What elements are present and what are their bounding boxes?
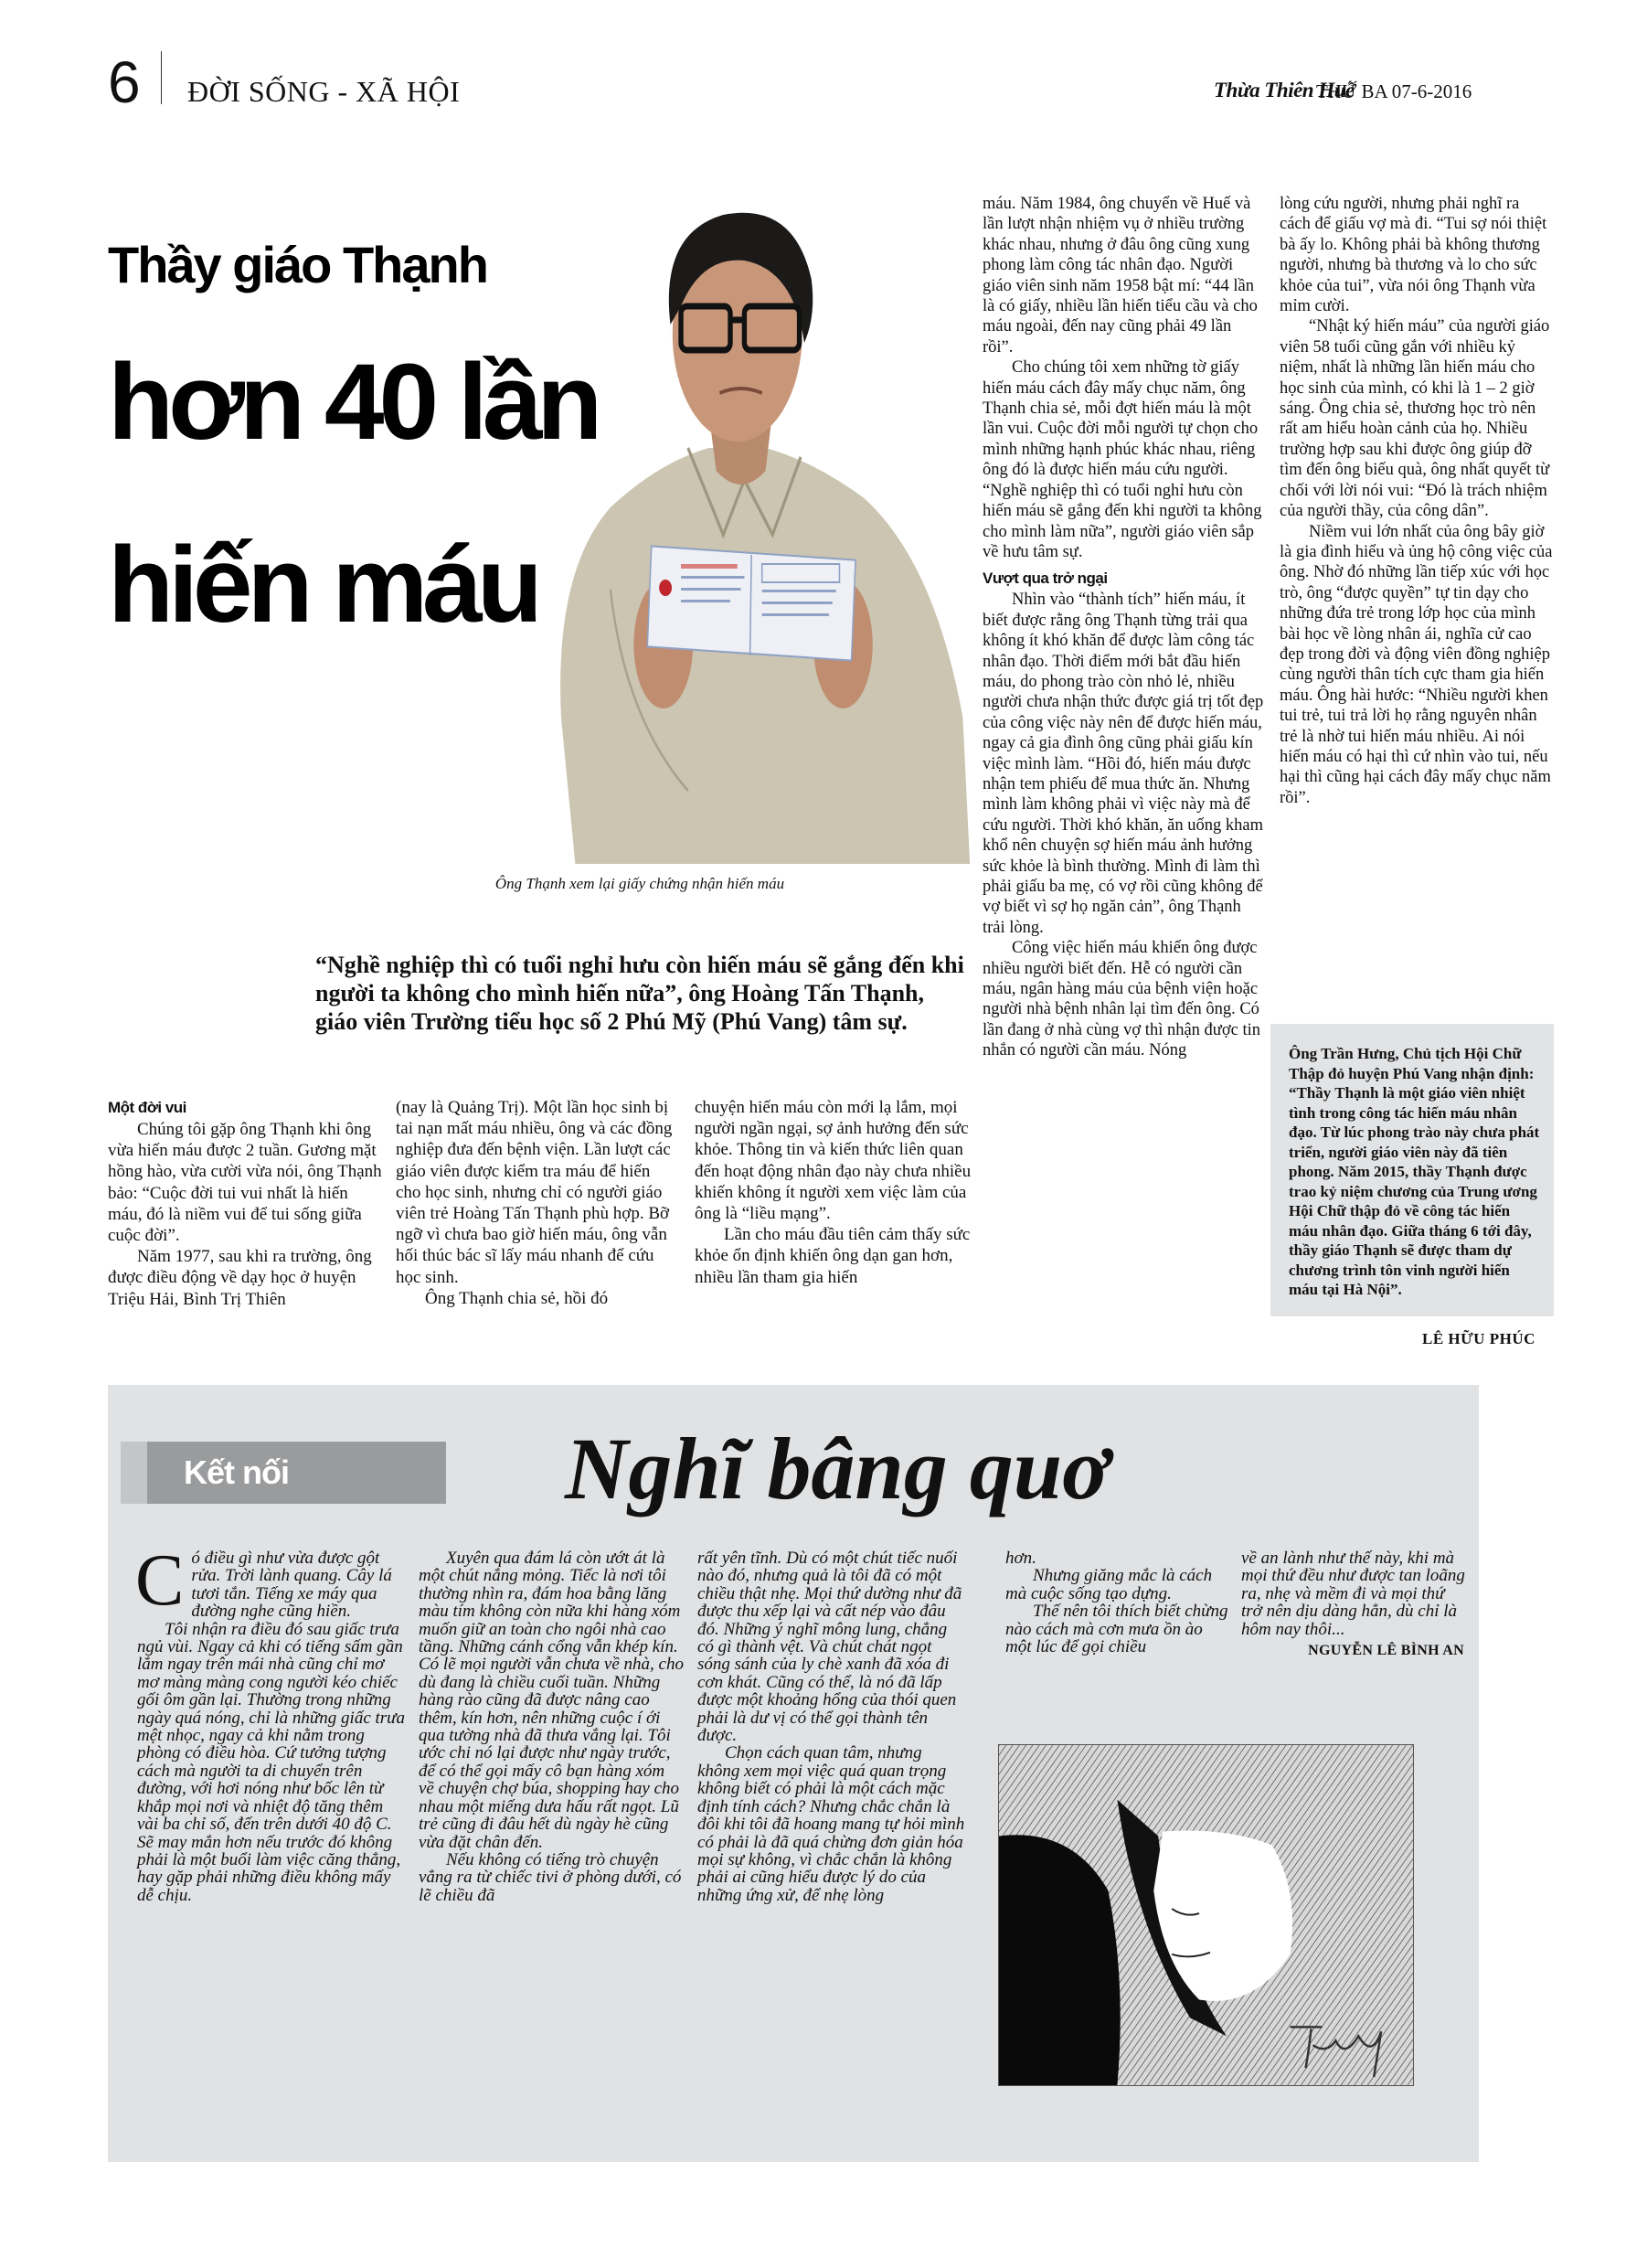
paragraph: chuyện hiến máu còn mới lạ lắm, mọi người ngần ngại, sợ ảnh hưởng đến sức khỏe. Thông tin và kiến thức liên quan đến hoạt động nhân đạo này chưa nhiều khiến không ít người xem việc làm của ông là “liều mạng”. [695, 1098, 972, 1224]
paragraph: Chọn cách quan tâm, nhưng không xem mọi việc quá quan trọng không biết có phải là một cách mặc định tính cách? Nhưng chắc chắn là đôi khi tôi đã hoang mang tự hỏi mình có phải là đã quá chừng đơn giản hóa mọi sự không, vì chắc chắn là không phải ai cũng hiểu được lý do của những ứng xử, để nhẹ lòng [697, 1743, 965, 1905]
paragraph: Xuyên qua đám lá còn ướt át là một chút nắng mỏng. Tiếc là nơi tôi thường nhìn ra, đám hoa bằng lăng màu tím không còn nữa khi hàng xóm muốn giữ an toàn cho ngôi nhà cao tầng. Những cánh cổng vẫn khép kín. Có lẽ mọi người vẫn chưa về nhà, cho dù đang là chiều cuối tuần. Những hàng rào cũng đã được nâng cao thêm, kín hơn, nên những cuộc í ới qua tường nhà đã thưa vắng lại. Tôi ước chi nó lại được như ngày trước, để có thể gọi mấy cô bạn hàng xóm về chuyện chợ búa, shopping hay cho nhau một miếng dưa hấu rất ngọt. Lũ trẻ cũng đi đâu hết dù ngày hè cũng vừa đặt chân đến. [419, 1549, 684, 1852]
paragraph: Nhưng giăng mắc là cách mà cuộc sống tạo dựng. [1005, 1566, 1213, 1603]
paragraph: Nếu không có tiếng trò chuyện vẳng ra từ chiếc tivi ở phòng dưới, có lẽ chiều đã [419, 1849, 682, 1905]
article-column-4 [983, 194, 1266, 1061]
article-column-3 [695, 1097, 978, 1288]
issue-date: THỨ BA 07-6-2016 [1316, 80, 1472, 102]
headline-line-1: Thầy giáo Thạnh [108, 236, 487, 293]
paragraph: Cho chúng tôi xem những tờ giấy hiến máu cách đây mấy chục năm, ông Thạnh chia sẻ, mỗi đợt hiến máu là một lần vui. Cuộc đời mỗi người tự chọn cho mình những hạnh phúc khác nhau, riêng ông đó là được hiến máu cứu người. “Nghề nghiệp thì có tuổi nghỉ hưu còn hiến máu sẽ gắng đến khi người ta không cho mình làm nữa”, người giáo viên sắp về hưu tâm sự. [983, 358, 1262, 561]
page-number: 6 [108, 49, 141, 115]
paragraph: Có điều gì như vừa được gột rửa. Trời lành quang. Cây lá tươi tắn. Tiếng xe máy qua đường nghe cũng hiền. [135, 1540, 392, 1622]
paragraph: Lần cho máu đầu tiên cảm thấy sức khỏe ổn định khiến ông dạn gan hơn, nhiều lần tham gia hiến [695, 1225, 971, 1287]
column-byline: NGUYỄN LÊ BÌNH AN [1308, 1643, 1464, 1659]
article-byline: LÊ HỮU PHÚC [1422, 1330, 1535, 1347]
paragraph: Công việc hiến máu khiến ông được nhiều người biết đến. Hễ có người cần máu, ngân hàng máu của bệnh viện hoặc người nhà bệnh nhân lại tìm đến ông. Có lần đang ở nhà cùng vợ thì nhận được tin nhắn có người cần máu. Nóng [983, 939, 1260, 1060]
header-divider [161, 51, 162, 104]
paragraph: Năm 1977, sau khi ra trường, ông được điều động về dạy học ở huyện Triệu Hải, Bình Trị Thiên [108, 1247, 372, 1309]
paragraph: về an lành như thế này, khi mà mọi thứ đều như được tan loãng ra, nhẹ và mềm đi và mọi thứ trở nên dịu dàng hẳn, dù chỉ là hôm nay thôi... [1241, 1549, 1465, 1639]
article-lead: “Nghề nghiệp thì có tuổi nghỉ hưu còn hiến máu sẽ gắng đến khi người ta không cho mình hiến nữa”, ông Hoàng Tấn Thạnh, giáo viên Trường tiểu học số 2 Phú Mỹ (Phú Vang) tâm sự. [315, 952, 964, 1035]
paragraph: Ông Thạnh chia sẻ, hồi đó [425, 1288, 609, 1308]
article-headline [108, 219, 598, 676]
subheading: Một đời vui [108, 1099, 186, 1116]
article-photo [512, 206, 973, 864]
headline-line-3: hiến máu [108, 525, 537, 645]
column-tag [121, 1442, 446, 1504]
photo-caption: Ông Thạnh xem lại giấy chứng nhận hiến máu [494, 875, 785, 892]
column-title: Nghĩ bâng quơ [565, 1420, 1110, 1517]
column-text-3 [697, 1549, 967, 1904]
article-column-5 [1280, 194, 1554, 808]
paragraph: hơn. [1005, 1549, 1036, 1568]
paragraph: Chúng tôi gặp ông Thạnh khi ông vừa hiến máu được 2 tuần. Gương mặt hồng hào, vừa cười vừa nói, ông Thạnh bảo: “Cuộc đời tui vui nhất là hiến máu, đó là niềm vui để tui sống giữa cuộc đời”. [108, 1120, 382, 1246]
paragraph: Niềm vui lớn nhất của ông bây giờ là gia đình hiểu và ủng hộ công việc của ông. Nhờ đó những lần tiếp xúc với học trò, ông “được quyền” tự tin dạy cho những đứa trẻ trong lớp học của mình bài học về lòng nhân ái, nghĩa cử cao đẹp trong đời và động viên đồng nghiệp cùng người thân tích cực tham gia hiến máu. Ông hài hước: “Nhiều người khen tui trẻ, tui trả lời họ rằng nguyên nhân trẻ là nhờ tui hiến máu nhiều. Ai nói hiến máu có hại thì cứ nhìn vào tui, nếu hại thì cũng hại cách đây mấy chục năm rồi”. [1280, 522, 1553, 807]
subheading: Vượt qua trở ngại [983, 570, 1108, 588]
column-illustration [998, 1744, 1414, 2086]
paragraph: “Nhật ký hiến máu” của người giáo viên 58 tuổi cũng gắn với nhiều kỷ niệm, nhất là những lần hiến máu cho học sinh của mình, có khi là 1 – 2 giờ sáng. Ông chia sẻ, thương học trò nên rất am hiểu hoàn cảnh của họ. Nhiều trường hợp sau khi được ông giúp đỡ tìm đến ông biếu quà, ông nhất quyết từ chối với lời nói vui: “Đó là trách nhiệm của người thầy, của công dân”. [1280, 317, 1550, 521]
quote-sidebar [1270, 1024, 1554, 1316]
paragraph: Tôi nhận ra điều đó sau giấc trưa ngủ vùi. Ngay cả khi có tiếng sấm gần lắm ngay trên mái nhà cũng chỉ mơ mơ màng màng cong người kéo chiếc gối ôm gần lại. Thường trong những ngày quá nóng, chỉ là những giấc trưa mệt nhọc, ngay cả khi nằm trong phòng có điều hòa. Cứ tưởng tượng cách mà người ta di chuyển trên đường, với hơi nóng như bốc lên từ khắp mọi nơi và nhiệt độ tăng thêm vài ba chỉ số, đến trên dưới 40 độ C. Sẽ may mắn hơn nếu trước đó không phải là một buổi làm việc căng thẳng, hay gặp phải những điều không mấy dễ chịu. [137, 1619, 406, 1905]
newspaper-masthead: Thừa Thiên Huế [1214, 79, 1355, 101]
blood-drop-icon [659, 580, 672, 596]
paragraph: Nhìn vào “thành tích” hiến máu, ít biết được rằng ông Thạnh từng trải qua không ít khó khăn để được làm công tác nhân đạo. Thời điểm mới bắt đầu hiến máu, do phong trào còn nhỏ lẻ, nhiều người chưa nhận thức được giá trị tốt đẹp của công việc này nên để được hiến máu, ngay cả gia đình ông cũng phải giấu kín việc mình làm. “Hồi đó, hiến máu được nhận tem phiếu để mua thức ăn. Nhưng mình làm không phải vì việc này mà để cứu người. Thời khó khăn, ăn uống kham khổ nên chuyện sợ hiến máu ảnh hưởng sức khỏe là bình thường. Mình đi làm thì phải giấu ba mẹ, có vợ rồi cũng không để vợ biết vì sợ họ ngăn cản”, ông Thạnh trải lòng. [983, 591, 1264, 937]
headline-line-2: hơn 40 lần [108, 342, 598, 463]
paragraph: Thế nên tôi thích biết chừng nào cách mà cơn mưa ồn ào một lúc để gọi chiều [1005, 1602, 1228, 1657]
column-text-1 [135, 1540, 407, 1905]
man-figure [560, 213, 970, 864]
paragraph: lòng cứu người, nhưng phải nghĩ ra cách để giấu vợ mà đi. “Tui sợ nói thiệt bà ấy lo. Không phải bà không thương người, nhưng bà thương và lo cho sức khỏe của tui”, vừa nói ông Thạnh vừa mỉm cười. [1280, 195, 1547, 316]
column-tag-label: Kết nối [184, 1453, 289, 1491]
column-text-2 [419, 1549, 684, 1904]
column-text-4 [1005, 1549, 1229, 1656]
article-column-2 [396, 1097, 679, 1309]
paragraph: rất yên tĩnh. Dù có một chút tiếc nuối nào đó, nhưng quả là tôi đã có một chiều thật nhẹ. Mọi thứ dường như đã được thu xếp lại và cất nép vào đâu đó. Những ý nghĩ mông lung, chẳng có gì thành vệt. Và chút chát ngọt sóng sánh của ly chè xanh đã xóa đi cơn khát. Cũng có thể, là nó đã lấp được một khoảng hổng của thói quen phải là dư vị có thể gọi thành tên được. [697, 1549, 962, 1746]
sidebar-text: Ông Trần Hưng, Chủ tịch Hội Chữ Thập đỏ huyện Phú Vang nhận định: “Thầy Thạnh là một giáo viên nhiệt tình trong công tác hiến máu nhân đạo. Từ lúc phong trào này chưa phát triển, người giáo viên này đã tiên phong. Năm 2015, thầy Thạnh được trao kỷ niệm chương của Trung ương Hội Chữ thập đỏ về công tác hiến máu nhân đạo. Giữa tháng 6 tới đây, thầy giáo Thạnh sẽ được tham dự chương trình tôn vinh người hiến máu tại Hà Nội”. [1289, 1045, 1540, 1298]
paragraph: (nay là Quảng Trị). Một lần học sinh bị tai nạn mất máu nhiều, ông và các đồng nghiệp đưa đến bệnh viện. Lần lượt các giáo viên được kiểm tra máu để hiến cho học sinh, nhưng chỉ có người giáo viên trẻ Hoàng Tấn Thạnh phù hợp. Bỡ ngỡ vì chưa bao giờ hiến máu, ông vẫn hối thúc bác sĩ lấy máu nhanh để cứu học sinh. [396, 1098, 673, 1287]
drop-cap: C [135, 1540, 185, 1621]
article-column-1 [108, 1097, 382, 1310]
column-text-5 [1241, 1549, 1470, 1660]
paragraph: máu. Năm 1984, ông chuyển về Huế và lần lượt nhận nhiệm vụ ở nhiều trường khác nhau, nhưng ở đâu ông cũng xung phong làm công tác nhân đạo. Người giáo viên sinh năm 1958 bật mí: “44 lần là có giấy, nhiều lần hiến tiểu cầu và cho máu ngoài, đến nay cũng phải 49 lần rồi”. [983, 195, 1258, 357]
section-title: ĐỜI SỐNG - XÃ HỘI [187, 75, 461, 108]
